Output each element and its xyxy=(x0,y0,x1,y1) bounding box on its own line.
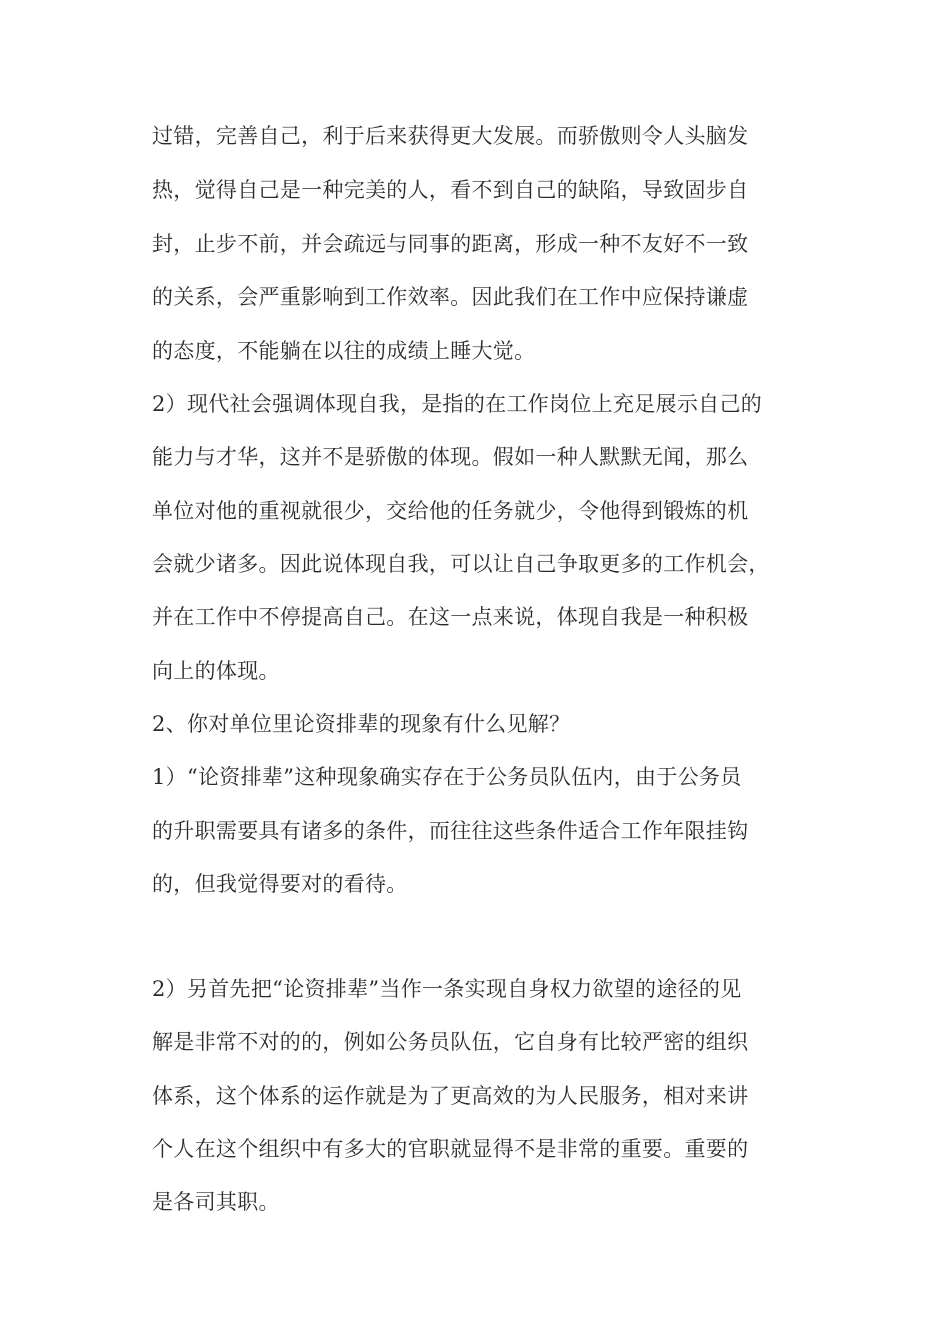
text-line: 向上的体现。 xyxy=(152,659,280,683)
text-line: 的，但我觉得要对的看待。 xyxy=(152,872,408,896)
text-line: 的升职需要具有诸多的条件，而往往这些条件适合工作年限挂钩 xyxy=(152,819,749,843)
text-line: 并在工作中不停提高自己。在这一点来说，体现自我是一种积极 xyxy=(152,605,749,629)
text-line: 会就少诸多。因此说体现自我，可以让自己争取更多的工作机会， xyxy=(152,552,770,576)
text-line: 个人在这个组织中有多大的官职就显得不是非常的重要。重要的 xyxy=(152,1137,749,1161)
text-line: 热，觉得自己是一种完美的人，看不到自己的缺陷，导致固步自 xyxy=(152,178,749,202)
text-line: 2）现代社会强调体现自我，是指的在工作岗位上充足展示自己的 xyxy=(152,392,763,416)
question-heading: 2、你对单位里论资排辈的现象有什么见解？ xyxy=(152,712,571,736)
text-line: 单位对他的重视就很少，交给他的任务就少，令他得到锻炼的机 xyxy=(152,499,749,523)
text-line: 能力与才华，这并不是骄傲的体现。假如一种人默默无闻，那么 xyxy=(152,445,749,469)
text-line: 过错，完善自己，利于后来获得更大发展。而骄傲则令人头脑发 xyxy=(152,124,749,148)
text-line: 2）另首先把“论资排辈”当作一条实现自身权力欲望的途径的见 xyxy=(152,977,742,1001)
text-line: 的关系，会严重影响到工作效率。因此我们在工作中应保持谦虚 xyxy=(152,285,749,309)
text-line: 体系，这个体系的运作就是为了更高效的为人民服务，相对来讲 xyxy=(152,1084,749,1108)
text-line: 是各司其职。 xyxy=(152,1190,280,1214)
text-line: 1）“论资排辈”这种现象确实存在于公务员队伍内，由于公务员 xyxy=(152,765,742,789)
text-line: 解是非常不对的的，例如公务员队伍，它自身有比较严密的组织 xyxy=(152,1030,749,1054)
text-line: 的态度，不能躺在以往的成绩上睡大觉。 xyxy=(152,339,536,363)
text-line: 封，止步不前，并会疏远与同事的距离，形成一种不友好不一致 xyxy=(152,232,749,256)
